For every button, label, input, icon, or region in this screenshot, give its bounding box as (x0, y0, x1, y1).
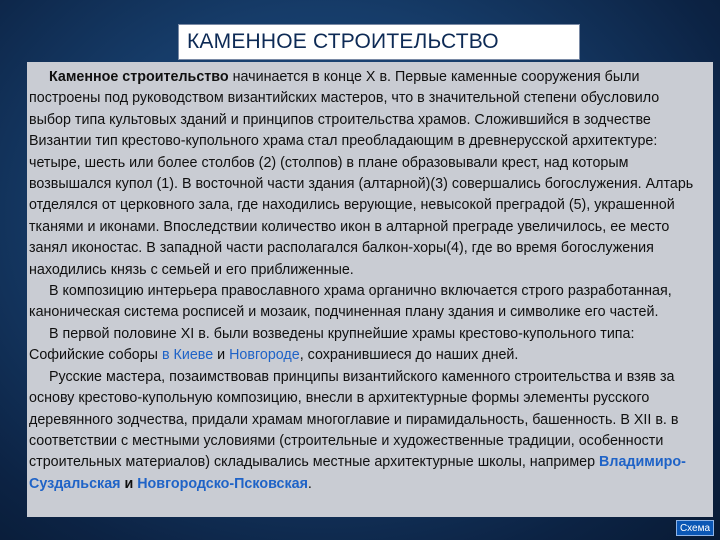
paragraph-4-end: . (307, 475, 312, 492)
paragraph-4-and: и (120, 475, 138, 492)
paragraph-3-end: , сохранившиеся до наших дней. (299, 347, 519, 364)
paragraph-4-start: Русские мастера, позаимствовав принципы византийского каменного строительства и взяв за основу крестово-купольную композицию, внесли в архитектурные формы элементы русского деревянного зодчества, придали храмам многоглавие и пирамидальность, башенность. В XII в. в соответствии с местными условиями (строительные и художественные традиции, особенности строительных материалов) складывались местные архитектурные школы, например (29, 368, 679, 471)
link-novgorod[interactable]: Новгороде (229, 347, 300, 364)
link-kiev[interactable]: в Киеве (161, 347, 214, 364)
scheme-button[interactable]: Схема (676, 520, 714, 536)
paragraph-1-body: начинается в конце X в. Первые каменные сооружения были построены под руководством византийских мастеров, что в значительной степени обусловило выбор типа культовых зданий и принципов строительства храмов. Сложившийся в зодчестве Византии тип крестово-купольного храма стал преобладающим в древнерусской архитектуре: четыре, шесть или более столбов (2) (столпов) в плане образовывали крест, над которым возвышался купол (1). В восточной части здания (алтарной)(3) совершались богослужения. Алтарь отделялся от церковного зала, где находились верующие, невысокой преградой (5), украшенной тканями и иконами. Впоследствии количество икон в алтарной преграде увеличилось, ее место занял иконостас. В западной части располагался балкон-хоры(4), где во время богослужения находились князь с семьей и его приближенные. (29, 69, 694, 278)
paragraph-3-and: и (213, 347, 230, 364)
paragraph-3 (29, 324, 705, 367)
paragraph-2: В композицию интерьера православного храма органично включается строго разработанная, каноническая система росписей и мозаик, подчиненная плану здания и символике его частей. (29, 283, 672, 321)
slide-title-box (178, 24, 580, 60)
paragraph-1 (29, 67, 705, 281)
paragraph-4 (29, 367, 705, 495)
term-stone-building: Каменное строительство (49, 69, 229, 85)
link-vladimir-suzdal[interactable]: Владимиро-Суздальская (29, 454, 686, 492)
slide-title: КАМЕННОЕ СТРОИТЕЛЬСТВО (187, 30, 499, 53)
text-panel (27, 62, 713, 517)
link-novgorod-pskov[interactable]: Новгородско-Псковская (137, 475, 308, 492)
paragraph-3-start: В первой половине XI в. были возведены крупнейшие храмы крестово-купольного типа: Софийские соборы (29, 325, 635, 364)
